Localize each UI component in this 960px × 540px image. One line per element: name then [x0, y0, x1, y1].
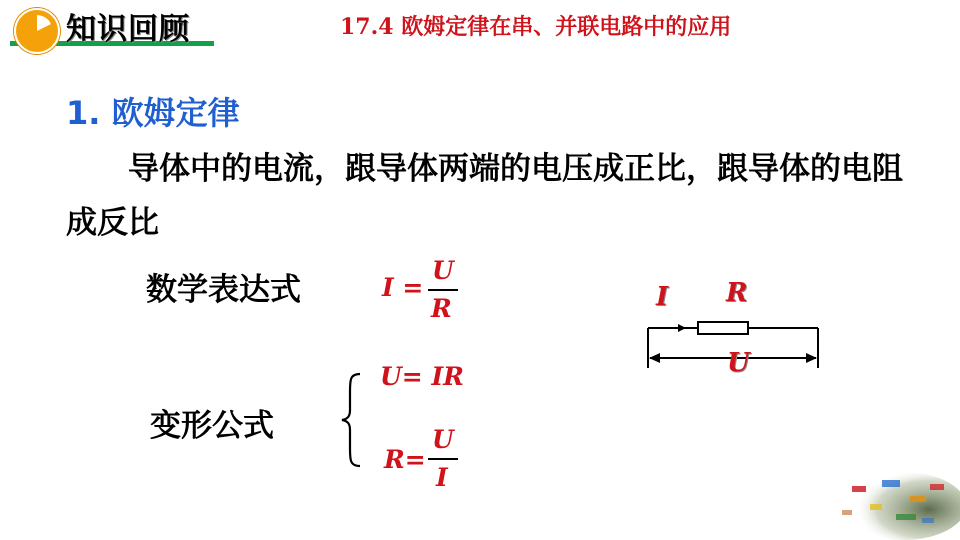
variant-formula-voltage: U= IR: [380, 362, 464, 391]
math-expression-label: 数学表达式: [146, 272, 301, 308]
pie-logo-icon: [14, 8, 60, 54]
fraction-bar-2: [428, 458, 458, 460]
lesson-title: 17.4 欧姆定律在串、并联电路中的应用: [340, 14, 732, 40]
variant-formula-resistance-lhs: R=: [384, 445, 426, 474]
circuit-current-label: I: [656, 282, 669, 312]
fraction-bar: [428, 289, 458, 291]
variant-formulas-label: 变形公式: [150, 408, 274, 444]
ohm-formula-lhs: I =: [382, 273, 424, 302]
section-header-title: 知识回顾: [66, 12, 190, 47]
circuit-voltage-label: U: [727, 348, 750, 378]
variant-formula-denominator: I: [436, 463, 448, 492]
ohm-formula-numerator: U: [432, 256, 454, 285]
section-title: 1. 欧姆定律: [66, 94, 240, 132]
curly-brace-icon: [338, 372, 364, 468]
circuit-resistor-label: R: [726, 278, 748, 308]
variant-formula-numerator: U: [432, 425, 454, 454]
ohms-law-statement: 导体中的电流，跟导体两端的电压成正比，跟导体的电阻成反比: [66, 151, 903, 241]
circuit-board-decoration: [812, 466, 960, 540]
ohm-formula-denominator: R: [431, 294, 452, 323]
